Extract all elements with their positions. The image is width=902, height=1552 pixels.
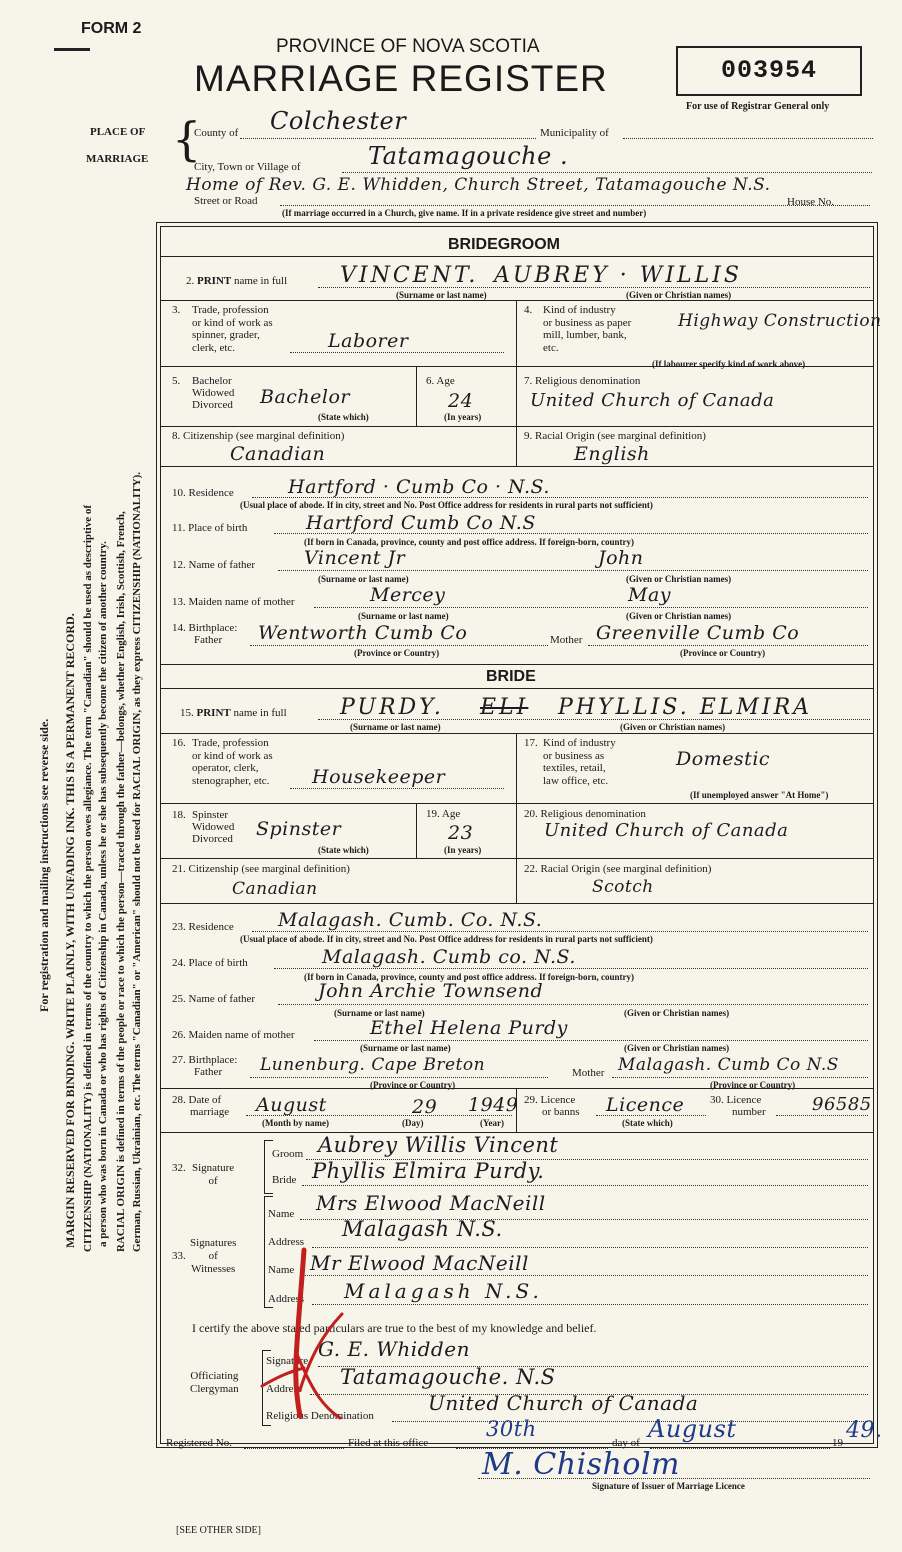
groom-religion-label: 7. Religious denomination	[524, 375, 641, 387]
clergy-signature-label: Signature	[266, 1355, 309, 1367]
groom-status-label: Bachelor Widowed Divorced	[192, 375, 235, 411]
form-dash-mark	[54, 48, 90, 51]
bride-status: Spinster	[256, 818, 342, 840]
groom-status: Bachelor	[260, 386, 351, 408]
marriage-month: August	[256, 1094, 327, 1116]
groom-father-birthplace: Wentworth Cumb Co	[258, 622, 468, 644]
groom-signature: Aubrey Willis Vincent	[318, 1133, 559, 1157]
clergy-signature: G. E. Whidden	[318, 1337, 470, 1361]
w2-name-label: Name	[268, 1264, 295, 1276]
clergy-denomination-label: Religious Denomination	[266, 1410, 374, 1422]
marriage-year: 1949	[468, 1094, 519, 1116]
groom-trade-num: 3.	[172, 304, 181, 316]
witness1-name: Mrs Elwood MacNeill	[316, 1191, 546, 1215]
bride-status-num: 18.	[172, 809, 186, 821]
groom-religion: United Church of Canada	[530, 390, 775, 411]
bride-mother-province-caption: (Province or Country)	[710, 1080, 796, 1090]
groom-residence-label: 10. Residence	[172, 487, 234, 499]
filed-day: 30th	[486, 1417, 537, 1441]
year-prefix: 19	[832, 1437, 843, 1449]
groom-industry-label: Kind of industry or business as paper mill, lumber, bank, etc.	[543, 304, 632, 354]
bride-surname: PURDY.	[340, 695, 444, 720]
groom-father-label: 12. Name of father	[172, 559, 256, 571]
place-label-2: MARRIAGE	[86, 153, 149, 165]
w2-address-label: Address	[268, 1293, 305, 1305]
bride-sig-label: Bride	[272, 1174, 297, 1186]
signature-num: 32.	[172, 1162, 186, 1174]
groom-status-caption: (State which)	[318, 412, 369, 422]
bride-industry-caption: (If unemployed answer "At Home")	[690, 790, 829, 800]
page-title: MARRIAGE REGISTER	[194, 58, 608, 99]
groom-birth: Hartford Cumb Co N.S	[306, 512, 536, 534]
day-of-label: day of	[612, 1437, 640, 1449]
margin-line-6: German, Russian, Ukrainian, etc. The terms "Canadian" or "American" should not be used for RACIAL ORIGIN, as they express CITIZENSHIP (NATIONALITY).	[131, 471, 143, 1252]
register-number-box	[676, 46, 862, 96]
groom-mother-given-caption: (Given or Christian names)	[626, 611, 732, 621]
groom-birth-caption: (If born in Canada, province, county and post office address. If foreign-born, country)	[304, 537, 635, 547]
groom-mother-given: May	[628, 584, 672, 606]
bride-residence-label: 23. Residence	[172, 921, 234, 933]
bride-father-surname-caption: (Surname or last name)	[334, 1008, 425, 1018]
groom-age-caption: (In years)	[444, 412, 482, 422]
bride-racial: Scotch	[592, 877, 654, 897]
filed-month: August	[648, 1415, 737, 1443]
street-label: Street or Road	[194, 195, 258, 207]
bride-trade: Housekeeper	[312, 766, 446, 788]
groom-father-given: John	[598, 547, 644, 569]
groom-surname-caption: (Surname or last name)	[396, 290, 487, 300]
groom-surname: VINCENT.	[340, 263, 479, 288]
bride-religion-label: 20. Religious denomination	[524, 808, 646, 820]
province-title: PROVINCE OF NOVA SCOTIA	[276, 36, 540, 57]
groom-father-surname: Vincent Jr	[304, 547, 406, 569]
red-check-mark	[252, 1240, 362, 1430]
bride-racial-label: 22. Racial Origin (see marginal definition)	[524, 863, 712, 875]
groom-citizenship-label: 8. Citizenship (see marginal definition)	[172, 430, 345, 442]
witness2-address: Malagash N.S.	[344, 1279, 543, 1303]
groom-mother-province-caption: (Province or Country)	[680, 648, 766, 658]
groom-mother-label: 13. Maiden name of mother	[172, 596, 295, 608]
licence-number-label: 30. Licence number	[710, 1094, 766, 1118]
bride-struck-name: ELI	[480, 695, 529, 720]
day-caption: (Day)	[402, 1118, 424, 1128]
bride-citizenship: Canadian	[232, 879, 318, 899]
groom-given-caption: (Given or Christian names)	[626, 290, 732, 300]
groom-mother-surname: Mercey	[370, 584, 446, 606]
bride-mother-label: 26. Maiden name of mother	[172, 1029, 295, 1041]
municipality-label: Municipality of	[540, 127, 609, 139]
groom-industry-num: 4.	[524, 304, 533, 316]
bride-age-label: 19. Age	[426, 808, 461, 820]
bride-father-given-caption: (Given or Christian names)	[624, 1008, 730, 1018]
licence-type: Licence	[606, 1094, 685, 1116]
groom-mother-surname-caption: (Surname or last name)	[358, 611, 449, 621]
bride-header: BRIDE	[486, 668, 536, 685]
bride-father-name: John Archie Townsend	[318, 980, 544, 1002]
bride-signature: Phyllis Elmira Purdy.	[312, 1159, 545, 1183]
bride-status-caption: (State which)	[318, 845, 369, 855]
bride-mother-birthplace-label: Mother	[572, 1067, 605, 1079]
groom-age: 24	[448, 390, 474, 412]
registrar-note: For use of Registrar General only	[686, 101, 830, 112]
street-value: Home of Rev. G. E. Whidden, Church Street, Tatamagouche N.S.	[186, 175, 771, 195]
bride-father-province-caption: (Province or Country)	[370, 1080, 456, 1090]
bride-mother-name: Ethel Helena Purdy	[370, 1017, 568, 1039]
clergy-address: Tatamagouche. N.S	[340, 1365, 556, 1389]
bride-mother-surname-caption: (Surname or last name)	[360, 1043, 451, 1053]
groom-header: BRIDEGROOM	[448, 236, 560, 253]
city-value: Tatamagouche .	[368, 142, 569, 170]
groom-given: AUBREY · WILLIS	[494, 263, 743, 288]
date-label: 28. Date of marriage	[172, 1094, 230, 1118]
clergy-denomination: United Church of Canada	[428, 1391, 699, 1415]
place-label-1: PLACE OF	[90, 126, 146, 138]
filed-year: 49.	[846, 1418, 883, 1443]
bride-industry: Domestic	[676, 748, 771, 770]
bride-status-label: Spinster Widowed Divorced	[192, 809, 235, 845]
groom-mother-birthplace: Greenville Cumb Co	[596, 622, 800, 644]
marriage-day: 29	[412, 1096, 438, 1118]
bride-birth-label: 24. Place of birth	[172, 957, 248, 969]
clergy-address-label: Address	[266, 1383, 303, 1395]
bride-name-label: 15. PRINT name in full	[180, 707, 287, 719]
certify-statement: I certify the above stated particulars are true to the best of my knowledge and belief.	[192, 1321, 597, 1335]
house-label: House No.	[787, 196, 835, 208]
groom-birth-label: 11. Place of birth	[172, 522, 248, 534]
bride-residence-caption: (Usual place of abode. If in city, street and No. Post Office address for residents in rural parts not sufficient)	[240, 934, 653, 944]
groom-father-province-caption: (Province or Country)	[354, 648, 440, 658]
groom-sig-label: Groom	[272, 1148, 304, 1160]
issuer-caption: Signature of Issuer of Marriage Licence	[592, 1481, 745, 1491]
bride-age: 23	[448, 822, 474, 844]
groom-name-label: 2. PRINT name in full	[186, 275, 288, 287]
year-caption: (Year)	[480, 1118, 504, 1128]
registered-label: Registered No.	[166, 1437, 232, 1449]
w1-address-label: Address	[268, 1236, 305, 1248]
groom-residence-caption: (Usual place of abode. If in city, street and No. Post Office address for residents in rural parts not sufficient)	[240, 500, 653, 510]
bride-given: PHYLLIS. ELMIRA	[558, 695, 813, 720]
margin-line-1: MARGIN RESERVED FOR BINDING. WRITE PLAINLY, WITH UNFADING INK. THIS IS A PERMANENT RECORD.	[63, 613, 77, 1248]
bride-surname-caption: (Surname or last name)	[350, 722, 441, 732]
bride-given-caption: (Given or Christian names)	[620, 722, 726, 732]
margin-line-2: For registration and mailing instructions see reverse side.	[37, 718, 51, 1012]
margin-line-5: RACIAL ORIGIN is defined in terms of the people or race to which the person—traced through the father—belongs, whether English, Irish, Scottish, French,	[115, 511, 127, 1252]
margin-line-4: a person who was born in Canada or who has rights of Citizenship in Canada, unless he or she has subsequently become the citizen of another country.	[97, 541, 109, 1247]
bride-mother-birthplace: Malagash. Cumb Co N.S	[618, 1055, 839, 1075]
bride-birthplace-label: 27. Birthplace: Father	[172, 1054, 238, 1078]
month-caption: (Month by name)	[262, 1118, 329, 1128]
bride-industry-num: 17.	[524, 737, 538, 749]
groom-father-surname-caption: (Surname or last name)	[318, 574, 409, 584]
see-other-side: [SEE OTHER SIDE]	[176, 1525, 261, 1536]
witness1-address: Malagash N.S.	[342, 1217, 503, 1241]
filed-label: Filed at this office	[348, 1437, 429, 1449]
bride-citizenship-label: 21. Citizenship (see marginal definition)	[172, 863, 350, 875]
groom-trade: Laborer	[328, 330, 409, 352]
county-label: County of	[194, 127, 239, 139]
register-number: 003954	[720, 56, 817, 85]
bride-trade-num: 16.	[172, 737, 186, 749]
bride-industry-label: Kind of industry or business as textiles, retail, law office, etc.	[543, 737, 616, 787]
groom-racial-label: 9. Racial Origin (see marginal definition)	[524, 430, 706, 442]
city-label: City, Town or Village of	[194, 161, 301, 173]
w1-name-label: Name	[268, 1208, 295, 1220]
bride-birth: Malagash. Cumb co. N.S.	[322, 946, 576, 968]
bride-father-label: 25. Name of father	[172, 993, 256, 1005]
bride-trade-label: Trade, profession or kind of work as operator, clerk, stenographer, etc.	[192, 737, 273, 787]
groom-citizenship: Canadian	[230, 443, 326, 465]
groom-racial: English	[574, 443, 650, 465]
groom-trade-label: Trade, profession or kind of work as spinner, grader, clerk, etc.	[192, 304, 273, 354]
bride-father-birthplace: Lunenburg. Cape Breton	[260, 1055, 486, 1075]
signature-label: Signature of	[192, 1162, 235, 1187]
groom-mother-birthplace-label: Mother	[550, 634, 583, 646]
witness-num: 33.	[172, 1250, 186, 1262]
groom-birthplace-label: 14. Birthplace: Father	[172, 622, 238, 646]
groom-residence: Hartford · Cumb Co · N.S.	[288, 476, 550, 498]
bride-residence: Malagash. Cumb. Co. N.S.	[278, 909, 543, 931]
form-label: FORM 2	[81, 20, 142, 37]
bride-mother-given-caption: (Given or Christian names)	[624, 1043, 730, 1053]
witness2-name: Mr Elwood MacNeill	[310, 1251, 529, 1275]
bride-birth-caption: (If born in Canada, province, county and post office address. If foreign-born, country)	[304, 972, 635, 982]
licence-number: 96585	[812, 1094, 872, 1115]
licence-caption: (State which)	[622, 1118, 673, 1128]
county-value: Colchester	[270, 107, 407, 135]
place-note: (If marriage occurred in a Church, give name. If in a private residence give street and number)	[282, 208, 647, 218]
groom-industry: Highway Construction	[678, 311, 882, 331]
clergy-label: Officiating Clergyman	[190, 1370, 239, 1395]
place-brace: {	[172, 112, 202, 166]
bride-religion: United Church of Canada	[544, 820, 789, 841]
licence-label: 29. Licence or banns	[524, 1094, 580, 1118]
groom-father-given-caption: (Given or Christian names)	[626, 574, 732, 584]
bride-age-caption: (In years)	[444, 845, 482, 855]
margin-line-3: CITIZENSHIP (NATIONALITY) is defined in terms of the country to which the person owes allegiance. The term "Canadian" should be used as descriptive of	[82, 504, 94, 1252]
groom-industry-caption: (If labourer specify kind of work above)	[652, 359, 806, 369]
groom-age-label: 6. Age	[426, 375, 455, 387]
issuer-signature: M. Chisholm	[482, 1447, 680, 1482]
witness-label: Signatures of Witnesses	[190, 1237, 237, 1275]
groom-status-num: 5.	[172, 375, 181, 387]
